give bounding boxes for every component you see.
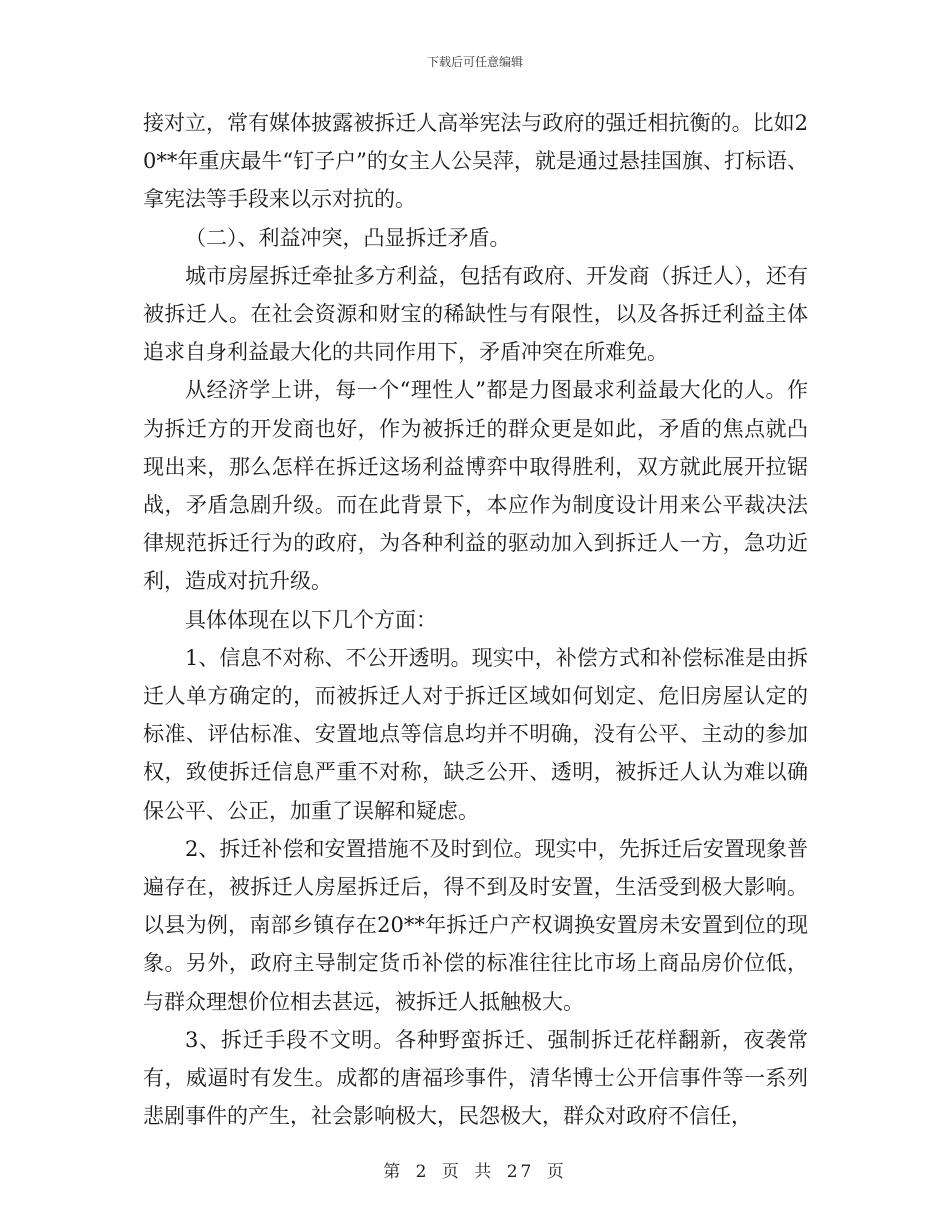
list-item-2: 2、拆迁补偿和安置措施不及时到位。现实中，先拆迁后安置现象普遍存在，被拆迁人房屋拆迁后，得不到及时安置，生活受到极大影响。以县为例，南部乡镇存在20**年拆迁户产权调换安置房未安置到位的现象。另外，政府主导制定货币补偿的标准往往比市场上商品房价位低，与群众理想价位相去甚远，被拆迁人抵触极大。: [143, 836, 808, 1014]
paragraph-list-intro: 具体体现在以下几个方面：: [185, 607, 437, 632]
list-item-1: 1、信息不对称、不公开透明。现实中，补偿方式和补偿标准是由拆迁人单方确定的，而被拆迁人对于拆迁区域如何划定、危旧房屋认定的标准、评估标准、安置地点等信息均并不明确，没有公平、主动的参加权，致使拆迁信息严重不对称，缺乏公开、透明，被拆迁人认为难以确保公平、公正，加重了误解和疑虑。: [143, 645, 808, 823]
page-number: 第 2 页 共 27 页: [383, 1162, 567, 1182]
paragraph-continuation: 接对立，常有媒体披露被拆迁人高举宪法与政府的强迁相抗衡的。比如20**年重庆最牛“钉子户”的女主人公吴萍，就是通过悬挂国旗、打标语、拿宪法等手段来以示对抗的。: [143, 111, 808, 212]
list-item-3: 3、拆迁手段不文明。各种野蛮拆迁、强制拆迁花样翻新，夜袭常有，威逼时有发生。成都的唐福珍事件，清华博士公开信事件等一系列悲剧事件的产生，社会影响极大，民怨极大，群众对政府不信任，: [143, 1027, 808, 1129]
paragraph: 城市房屋拆迁牵扯多方利益，包括有政府、开发商（拆迁人），还有被拆迁人。在社会资源和财宝的稀缺性与有限性，以及各拆迁利益主体追求自身利益最大化的共同作用下，矛盾冲突在所难免。: [143, 263, 808, 365]
document-body: [143, 104, 808, 1135]
page-header-note: 下载后可任意编辑: [426, 55, 523, 69]
paragraph: 从经济学上讲，每一个“理性人”都是力图最求利益最大化的人。作为拆迁方的开发商也好，作为被拆迁的群众更是如此，矛盾的焦点就凸现出来，那么怎样在拆迁这场利益博弈中取得胜利，双方就此展开拉锯战，矛盾急剧升级。而在此背景下，本应作为制度设计用来公平裁决法律规范拆迁行为的政府，为各种利益的驱动加入到拆迁人一方，急功近利，造成对抗升级。: [143, 378, 808, 594]
section-heading: （二）、利益冲突，凸显拆迁矛盾。: [185, 225, 511, 250]
